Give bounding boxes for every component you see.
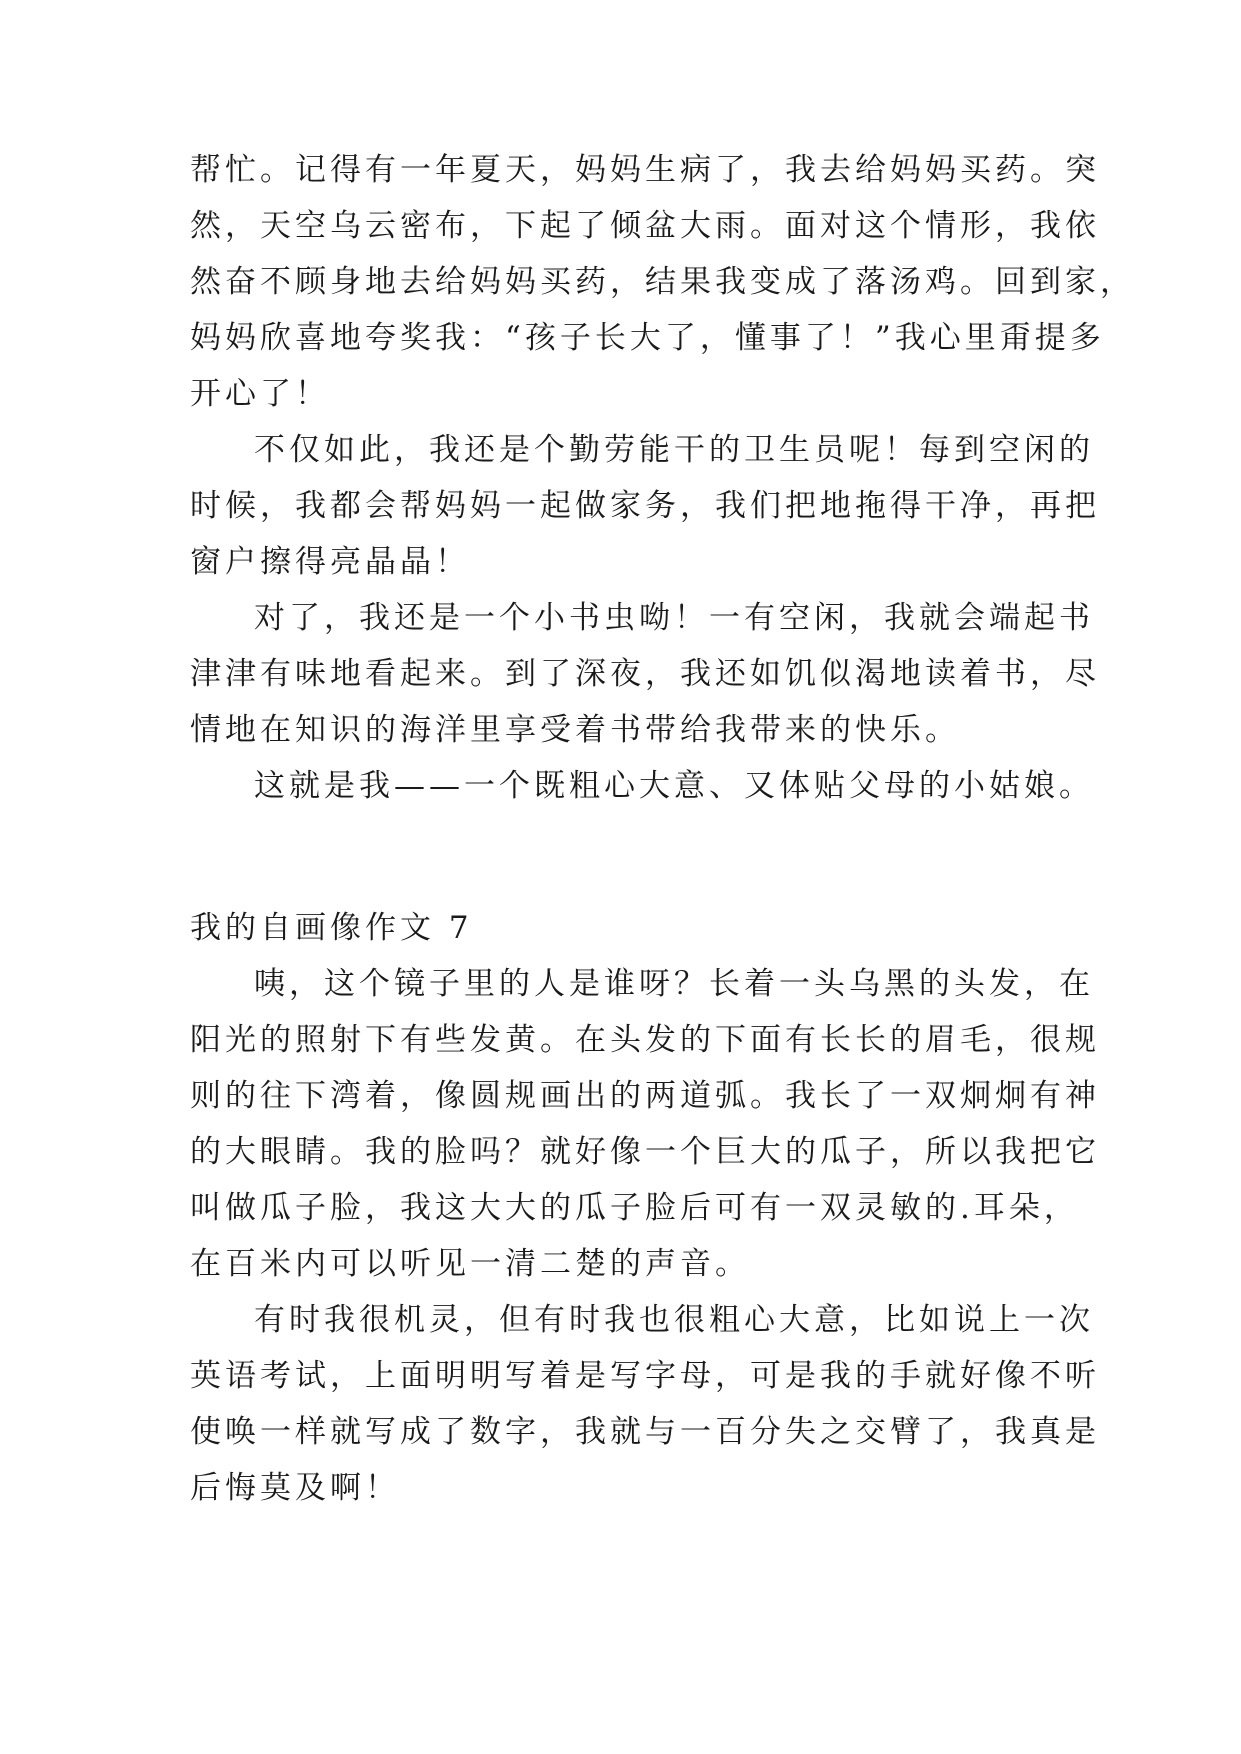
paragraph-line: 则的往下湾着，像圆规画出的两道弧。我长了一双炯炯有神 [190,1078,1100,1114]
paragraph-line: 情地在知识的海洋里享受着书带给我带来的快乐。 [190,712,960,748]
paragraph-line: 对了，我还是一个小书虫呦！一有空闲，我就会端起书 [254,600,1094,636]
paragraph-line: 有时我很机灵，但有时我也很粗心大意，比如说上一次 [254,1302,1094,1338]
paragraph-line: 妈妈欣喜地夸奖我：“孩子长大了，懂事了！”我心里甭提多 [190,320,1105,356]
paragraph-line: 帮忙。记得有一年夏天，妈妈生病了，我去给妈妈买药。突 [190,152,1100,188]
paragraph-line: 窗户擦得亮晶晶！ [190,544,470,580]
paragraph-line: 这就是我——一个既粗心大意、又体贴父母的小姑娘。 [254,768,1094,804]
paragraph-line: 叫做瓜子脸，我这大大的瓜子脸后可有一双灵敏的.耳朵， [190,1190,1079,1226]
paragraph-line: 不仅如此，我还是个勤劳能干的卫生员呢！每到空闲的 [254,432,1094,468]
paragraph-line: 的大眼睛。我的脸吗？就好像一个巨大的瓜子，所以我把它 [190,1134,1100,1170]
paragraph-line: 英语考试，上面明明写着是写字母，可是我的手就好像不听 [190,1358,1100,1394]
paragraph-line: 然，天空乌云密布，下起了倾盆大雨。面对这个情形，我依 [190,208,1100,244]
section-title: 我的自画像作文 7 [190,910,473,946]
paragraph-line: 后悔莫及啊！ [190,1470,400,1506]
paragraph-line: 使唤一样就写成了数字，我就与一百分失之交臂了，我真是 [190,1414,1100,1450]
paragraph-line: 在百米内可以听见一清二楚的声音。 [190,1246,750,1282]
paragraph-line: 开心了！ [190,376,330,412]
paragraph-line: 咦，这个镜子里的人是谁呀？长着一头乌黑的头发，在 [254,966,1094,1002]
paragraph-line: 然奋不顾身地去给妈妈买药，结果我变成了落汤鸡。回到家， [190,264,1135,300]
paragraph-line: 阳光的照射下有些发黄。在头发的下面有长长的眉毛，很规 [190,1022,1100,1058]
paragraph-line: 时候，我都会帮妈妈一起做家务，我们把地拖得干净，再把 [190,488,1100,524]
paragraph-line: 津津有味地看起来。到了深夜，我还如饥似渴地读着书，尽 [190,656,1100,692]
